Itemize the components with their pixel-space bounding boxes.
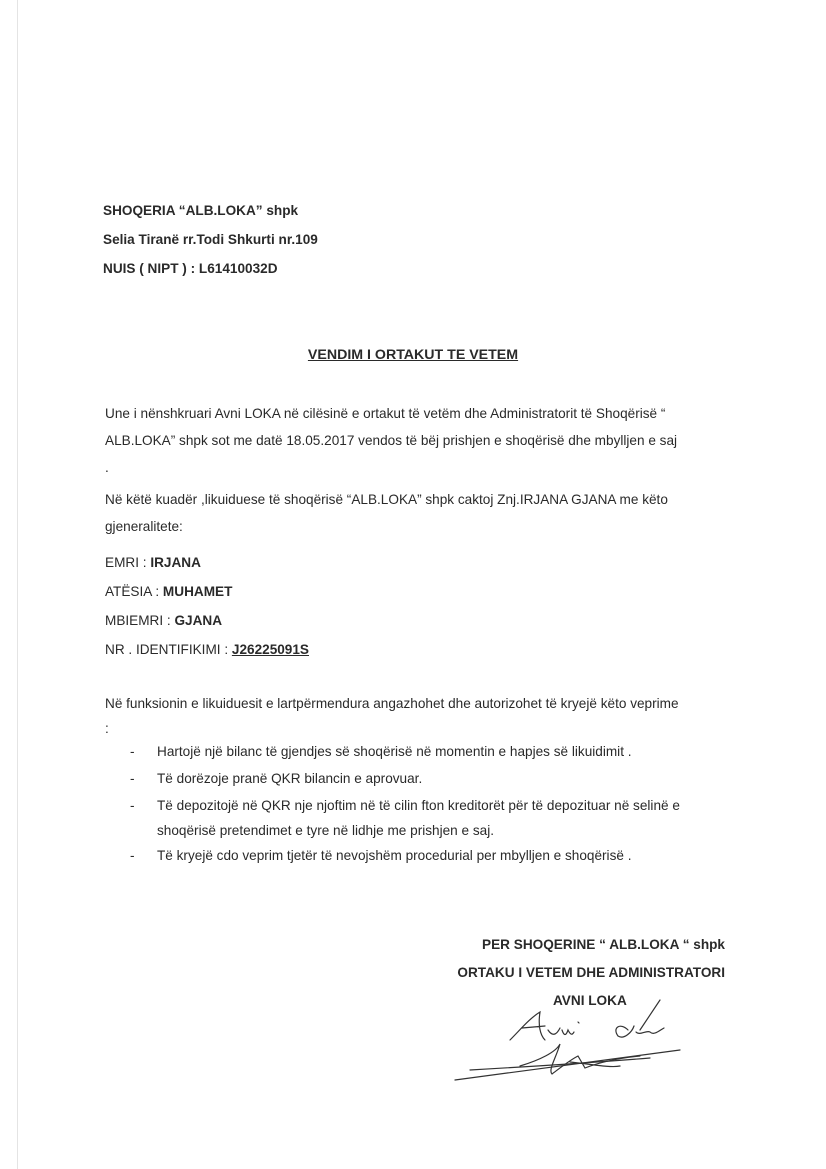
paragraph3-line: : xyxy=(105,721,109,736)
field-label: EMRI : xyxy=(105,555,151,570)
paragraph1-line: . xyxy=(105,460,109,475)
signatory-name: AVNI LOKA xyxy=(553,993,627,1008)
field-label: ATËSIA : xyxy=(105,584,163,599)
field-label: NR . IDENTIFIKIMI : xyxy=(105,642,232,657)
paragraph1-line: Une i nënshkruari Avni LOKA në cilësinë e ortakut të vetëm dhe Administratorit të Shoqërisë “ xyxy=(105,406,666,421)
field-value: IRJANA xyxy=(150,555,201,570)
signature-company: PER SHOQERINE “ ALB.LOKA “ shpk xyxy=(482,937,725,952)
bullet-item: Të dorëzoje pranë QKR bilancin e aprovuar. xyxy=(157,771,423,786)
bullet-item: Të kryejë cdo veprim tjetër të nevojshëm procedurial per mbylljen e shoqërisë . xyxy=(157,848,632,863)
bullet-item: Hartojë një bilanc të gjendjes së shoqërisë në momentin e hapjes së likuidimit . xyxy=(157,744,632,759)
bullet-item-continued: shoqërisë pretendimet e tyre në lidhje me prishjen e saj. xyxy=(157,823,495,838)
field-value: GJANA xyxy=(174,613,223,628)
field-label: MBIEMRI : xyxy=(105,613,175,628)
paragraph3-line: Në funksionin e likuiduesit e lartpërmendura angazhohet dhe autorizohet të kryejë këto veprime xyxy=(105,696,679,711)
signature-role: ORTAKU I VETEM DHE ADMINISTRATORI xyxy=(457,965,725,980)
paragraph2-line: Në këtë kuadër ,likuiduese të shoqërisë “ALB.LOKA” shpk caktoj Znj.IRJANA GJANA me këto xyxy=(105,492,668,507)
bullet-marker: - xyxy=(130,771,135,786)
bullet-marker: - xyxy=(130,798,135,813)
company-address: Selia Tiranë rr.Todi Shkurti nr.109 xyxy=(103,232,318,247)
company-nuis: NUIS ( NIPT ) : L61410032D xyxy=(103,261,278,276)
bullet-item: Të depozitojë në QKR nje njoftim në të cilin fton kreditorët për të depozituar në selinë e xyxy=(157,798,680,813)
paragraph2-line: gjeneralitete: xyxy=(105,519,183,534)
bullet-marker: - xyxy=(130,848,135,863)
document-title-text: VENDIM I ORTAKUT TE VETEM xyxy=(307,347,519,363)
company-name: SHOQERIA “ALB.LOKA” shpk xyxy=(103,203,299,218)
field-value: MUHAMET xyxy=(162,584,233,599)
field-value: J26225091S xyxy=(231,642,309,657)
bullet-marker: - xyxy=(130,744,135,759)
paragraph1-line: ALB.LOKA” shpk sot me datë 18.05.2017 vendos të bëj prishjen e shoqërisë dhe mbylljen e saj xyxy=(105,433,678,448)
